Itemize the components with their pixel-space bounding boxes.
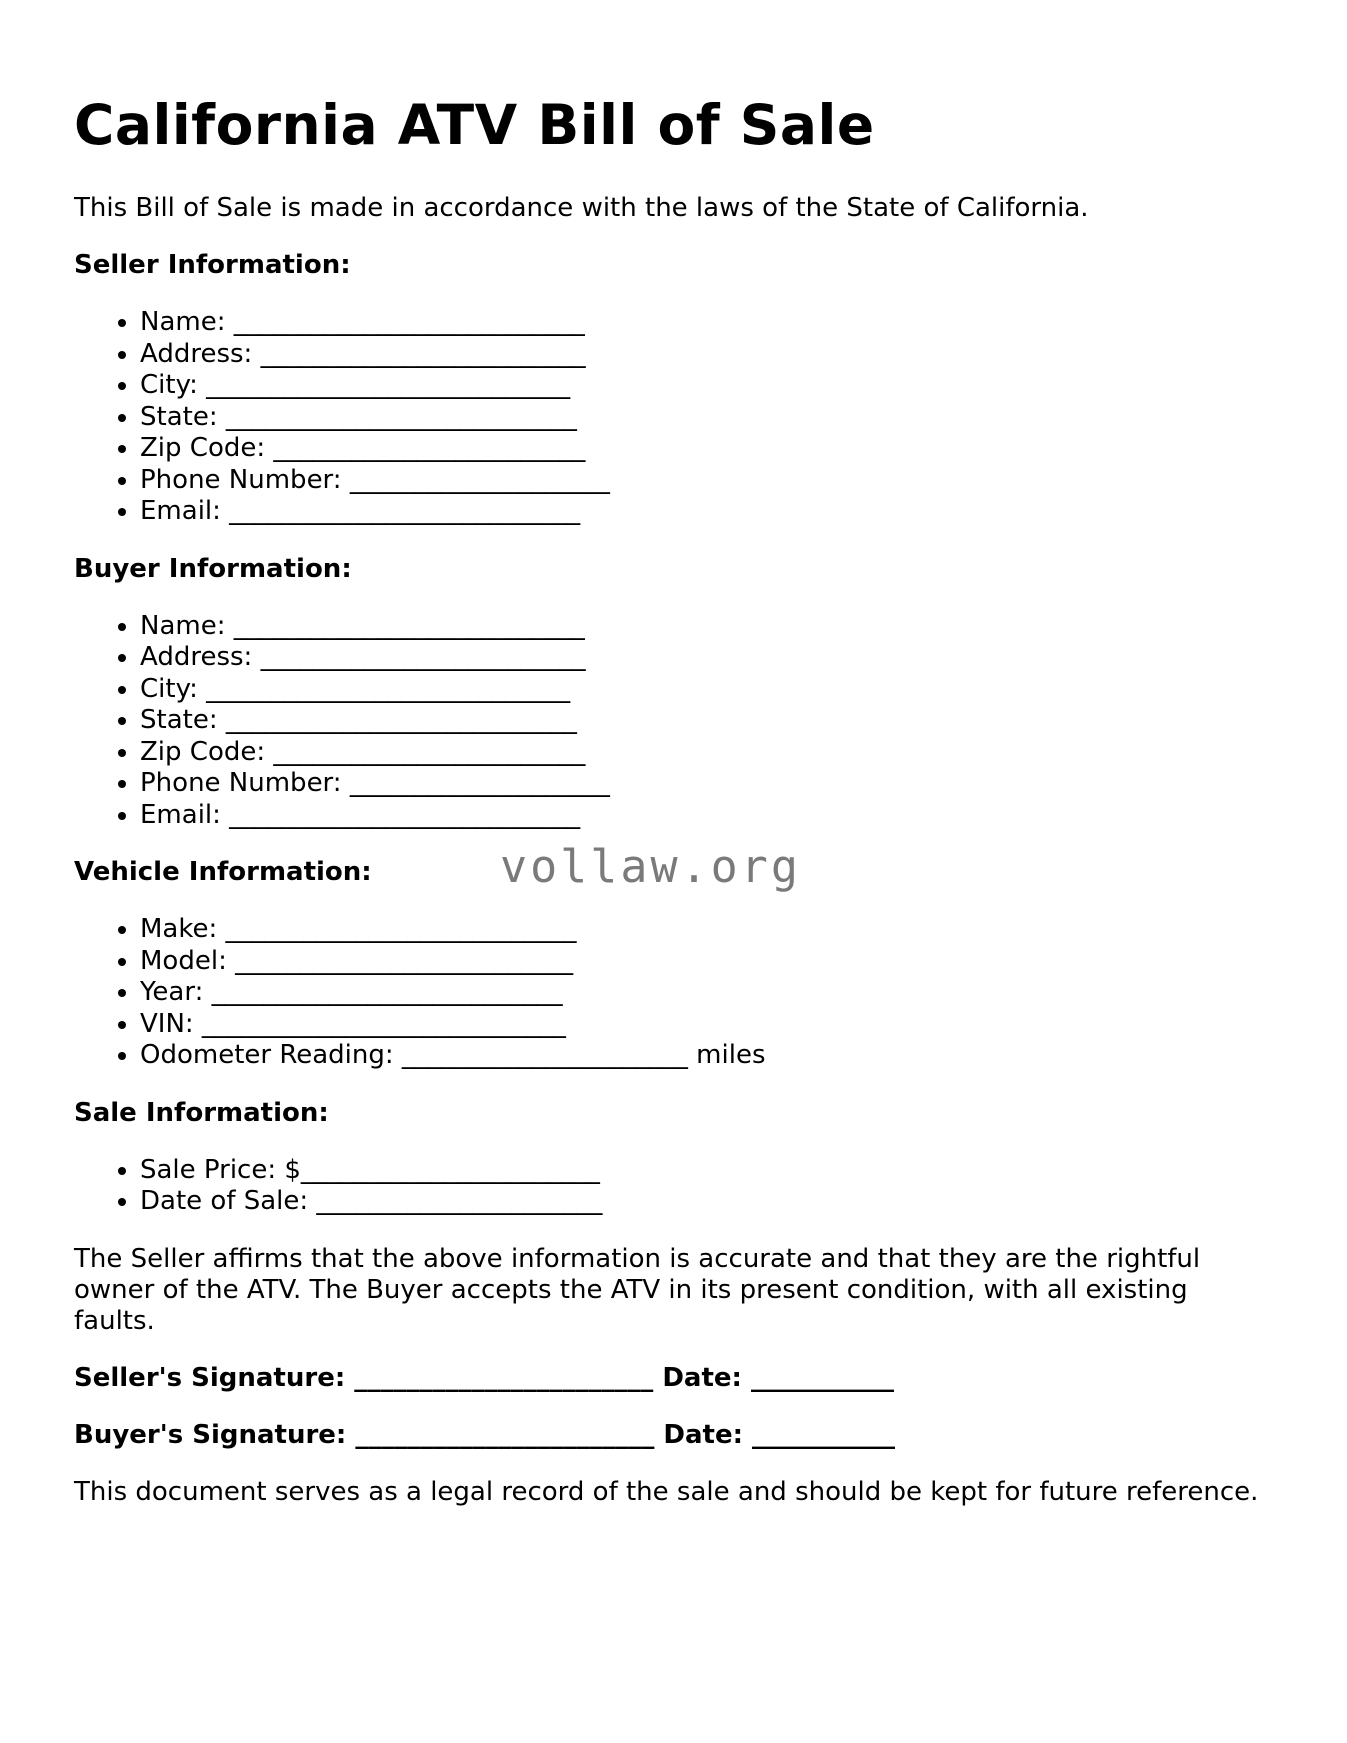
seller-state-field: • State: ___________________________ <box>140 402 1274 434</box>
buyer-city-field: • City: ____________________________ <box>140 674 1274 706</box>
sale-date-field: • Date of Sale: ______________________ <box>140 1186 1274 1218</box>
seller-name-field: • Name: ___________________________ <box>140 307 1274 339</box>
buyer-name-field: • Name: ___________________________ <box>140 611 1274 643</box>
vehicle-odometer-field: • Odometer Reading: ______________________ miles <box>140 1040 1274 1072</box>
sale-price-field: • Sale Price: $_______________________ <box>140 1155 1274 1187</box>
seller-email-field: • Email: ___________________________ <box>140 496 1274 528</box>
intro-text: This Bill of Sale is made in accordance with the laws of the State of California. <box>74 193 1089 223</box>
sale-field-list <box>74 1155 1274 1218</box>
buyer-zip-field: • Zip Code: ________________________ <box>140 737 1274 769</box>
seller-phone-field: • Phone Number: ____________________ <box>140 465 1274 497</box>
buyer-phone-field: • Phone Number: ____________________ <box>140 768 1274 800</box>
sale-heading: Sale Information: <box>74 1097 329 1128</box>
seller-signature-line: Seller's Signature: _______________________ Date: ___________ <box>74 1362 894 1393</box>
vehicle-make-field: • Make: ___________________________ <box>140 914 1274 946</box>
vehicle-heading: Vehicle Information: <box>74 857 372 887</box>
buyer-heading: Buyer Information: <box>74 553 352 584</box>
seller-address-field: • Address: _________________________ <box>140 339 1274 371</box>
buyer-field-list <box>74 611 1274 832</box>
seller-city-field: • City: ____________________________ <box>140 370 1274 402</box>
vehicle-field-list <box>74 914 1274 1072</box>
buyer-address-field: • Address: _________________________ <box>140 642 1274 674</box>
watermark: vollaw.org <box>500 840 801 893</box>
closing-text: This document serves as a legal record of the sale and should be kept for future reference. <box>74 1476 1259 1507</box>
vehicle-year-field: • Year: ___________________________ <box>140 977 1274 1009</box>
buyer-signature-line: Buyer's Signature: _______________________ Date: ___________ <box>74 1419 896 1450</box>
page-title: California ATV Bill of Sale <box>74 93 875 157</box>
seller-field-list <box>74 307 1274 528</box>
seller-heading: Seller Information: <box>74 250 351 280</box>
document-page <box>74 92 1274 1534</box>
buyer-state-field: • State: ___________________________ <box>140 705 1274 737</box>
vehicle-model-field: • Model: __________________________ <box>140 946 1274 978</box>
affirmation-text: The Seller affirms that the above information is accurate and that they are the rightful owner of the ATV. The Buyer accepts the ATV in its present condition, with all existing faults. <box>74 1243 1201 1336</box>
buyer-email-field: • Email: ___________________________ <box>140 800 1274 832</box>
vehicle-vin-field: • VIN: ____________________________ <box>140 1009 1274 1041</box>
seller-zip-field: • Zip Code: ________________________ <box>140 433 1274 465</box>
